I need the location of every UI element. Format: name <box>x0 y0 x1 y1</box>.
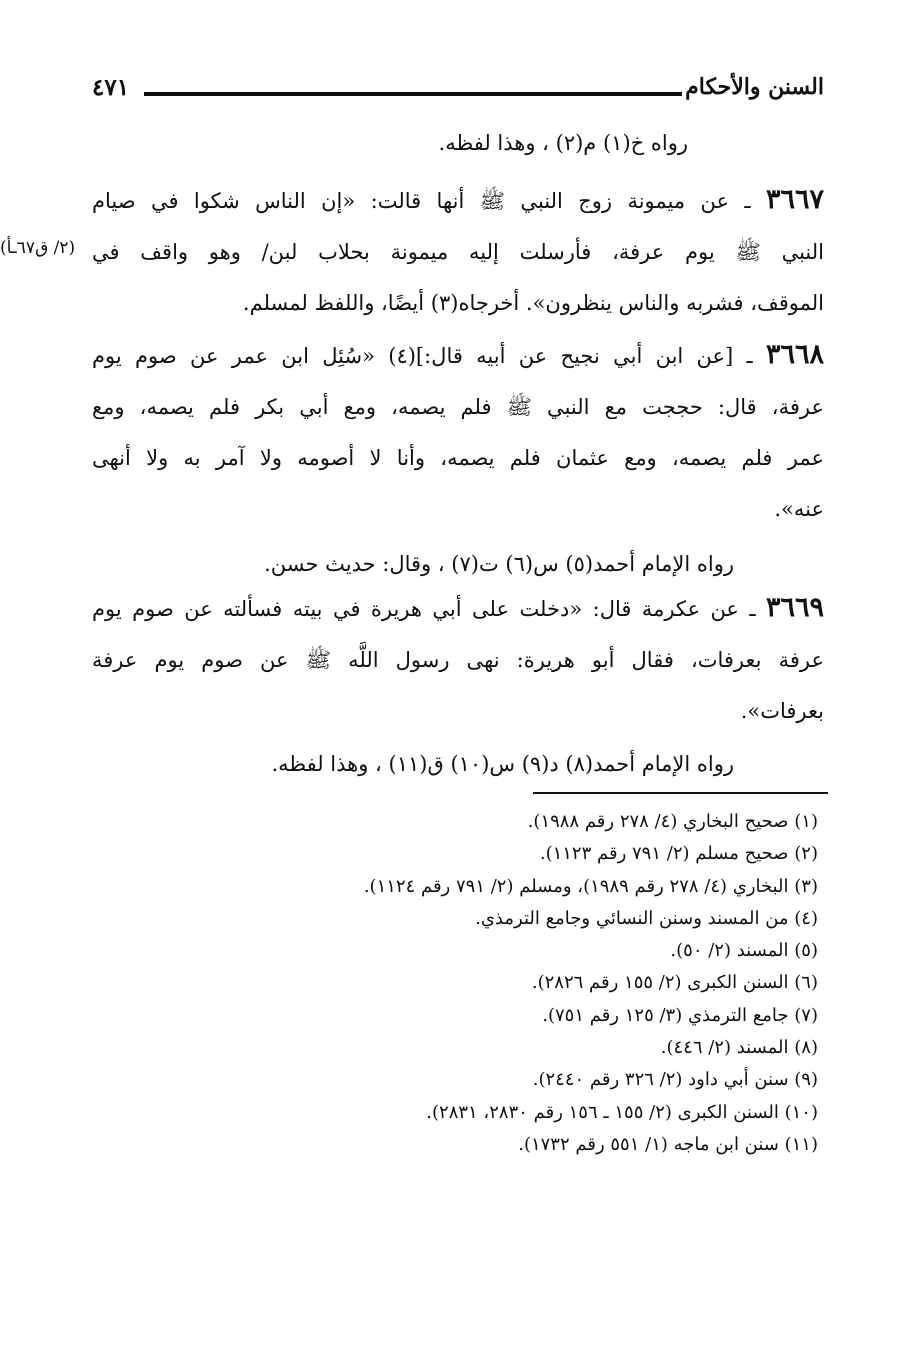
hadith-3667 <box>92 174 824 329</box>
hadith-3669-line-3: بعرفات». <box>740 699 824 723</box>
hadith-3668-line-2: عرفة، قال: حججت مع النبي ﷺ فلم يصمه، ومع أبي بكر فلم يصمه، ومع <box>92 395 824 419</box>
hadith-3668-text-1: ـ [عن ابن أبي نجيح عن أبيه قال:](٤) «سُئِل ابن عمر عن صوم يوم <box>92 344 753 368</box>
footnote-11: (١١) سنن ابن ماجه (١/ ٥٥١ رقم ١٧٣٢). <box>518 1133 818 1155</box>
header-title: السنن والأحكام <box>685 74 824 100</box>
hadith-3667-line-3: الموقف، فشربه والناس ينظرون». أخرجاه(٣) أيضًا، واللفظ لمسلم. <box>242 291 824 315</box>
page-number: ٤٧١ <box>92 74 130 101</box>
hadith-3667-text-1: ـ عن ميمونة زوج النبي ﷺ أنها قالت: «إن الناس شكوا في صيام <box>92 189 751 213</box>
footnote-separator <box>533 792 828 794</box>
hadith-3669-text-1: ـ عن عكرمة قال: «دخلت على أبي هريرة في بيته فسألته عن صوم يوم <box>92 597 756 621</box>
hadith-3666-tail <box>92 118 824 169</box>
footnote-9: (٩) سنن أبي داود (٢/ ٣٢٦ رقم ٢٤٤٠). <box>532 1069 818 1091</box>
footnote-8: (٨) المسند (٢/ ٤٤٦). <box>660 1037 818 1059</box>
footnotes <box>78 806 818 1161</box>
footnote-10: (١٠) السنن الكبرى (٢/ ١٥٥ ـ ١٥٦ رقم ٢٨٣٠، ٢٨٣١). <box>426 1101 818 1123</box>
header-rule <box>144 92 682 96</box>
hadith-3668-line-3: عمر فلم يصمه، ومع عثمان فلم يصمه، وأنا لا أصومه ولا آمر به ولا أنهى <box>92 446 824 470</box>
hadith-3668-line-1 <box>92 329 824 382</box>
hadith-3669-rawah: رواه الإمام أحمد(٨) د(٩) س(١٠) ق(١١) ، وهذا لفظه. <box>271 752 734 776</box>
hadith-3669-number: ٣٦٦٩ <box>765 592 824 623</box>
footnote-6: (٦) السنن الكبرى (٢/ ١٥٥ رقم ٢٨٢٦). <box>531 972 818 994</box>
hadith-3669-line-1 <box>92 582 824 635</box>
hadith-3668 <box>92 329 824 590</box>
running-header <box>92 70 824 110</box>
hadith-3667-line-2: النبي ﷺ يوم عرفة، فأرسلت إليه ميمونة بحلاب لبن/ وهو واقف في <box>92 240 824 264</box>
margin-note: (٢/ ق٦٧ـأ) <box>0 238 76 258</box>
footnote-7: (٧) جامع الترمذي (٣/ ١٢٥ رقم ٧٥١). <box>542 1004 818 1026</box>
footnote-5: (٥) المسند (٢/ ٥٠). <box>670 940 818 962</box>
hadith-3667-line-1 <box>92 174 824 227</box>
hadith-3668-line-4: عنه». <box>774 497 824 521</box>
hadith-3668-rawah: رواه الإمام أحمد(٥) س(٦) ت(٧) ، وقال: حديث حسن. <box>264 552 734 576</box>
footnote-1: (١) صحيح البخاري (٤/ ٢٧٨ رقم ١٩٨٨). <box>527 811 818 832</box>
footnote-2: (٢) صحيح مسلم (٢/ ٧٩١ رقم ١١٢٣). <box>539 843 818 865</box>
footnote-3: (٣) البخاري (٤/ ٢٧٨ رقم ١٩٨٩)، ومسلم (٢/ ٧٩١ رقم ١١٢٤). <box>363 875 818 897</box>
hadith-3669-line-2: عرفة بعرفات، فقال أبو هريرة: نهى رسول اللَّه ﷺ عن صوم يوم عرفة <box>92 648 824 672</box>
hadith-3669 <box>92 582 824 790</box>
hadith-3666-rawah: رواه خ(١) م(٢) ، وهذا لفظه. <box>438 131 688 155</box>
hadith-3667-number: ٣٦٦٧ <box>765 184 824 215</box>
footnote-4: (٤) من المسند وسنن النسائي وجامع الترمذي. <box>475 907 818 929</box>
hadith-3668-number: ٣٦٦٨ <box>765 339 824 370</box>
